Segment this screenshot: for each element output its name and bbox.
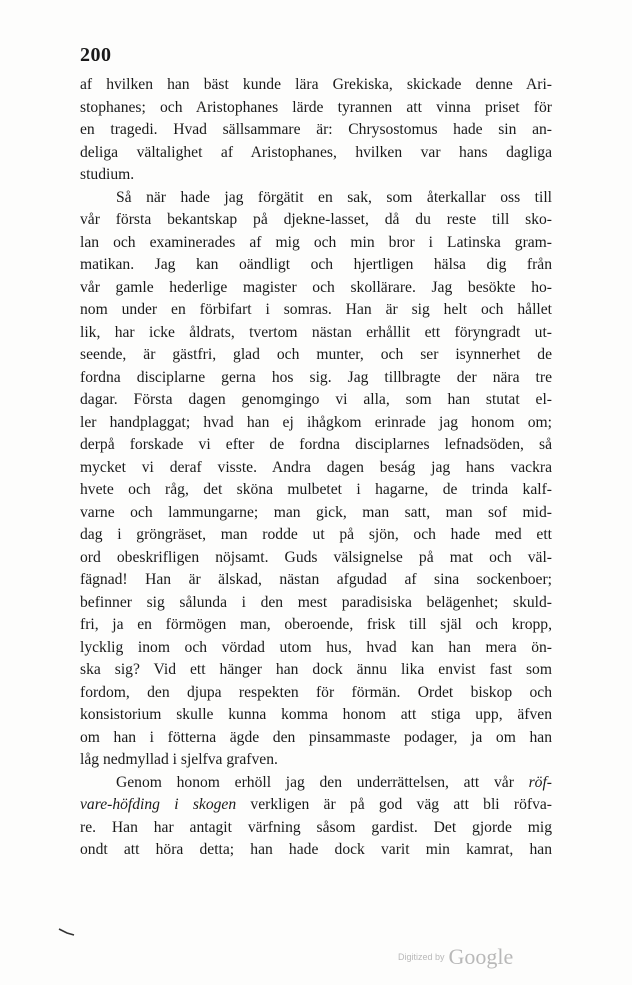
- text-line: vår gamle hederlige magister och skollärare. Jag besökte ho-: [80, 278, 552, 296]
- text-line: dagar. Första dagen genomgingo vi alla, som han stutat el-: [80, 391, 552, 408]
- text-line: befinner sig sålunda i den mest paradisiska belägenhet; skuld-: [80, 593, 552, 611]
- text-line: stophanes; och Aristophanes lärde tyrannen att vinna priset för: [80, 98, 552, 116]
- text-run: verkligen är på god väg att bli röfva-: [236, 796, 552, 813]
- text-line: af hvilken han bäst kunde lära Grekiska, skickade denne Ari-: [80, 76, 552, 93]
- text-line: derpå forskade vi efter de fordna disciplarnes lefnadsöden, så: [80, 436, 552, 453]
- page-number: 200: [80, 44, 112, 66]
- google-logo: Google: [448, 944, 514, 969]
- text-line: re. Han har antagit värfning såsom gardist. Det gjorde mig: [80, 818, 552, 836]
- text-line: fordna disciplarne gerna hos sig. Jag tillbragte der nära tre: [80, 368, 552, 386]
- italic-text-run: vare-höfding i skogen: [80, 796, 237, 813]
- text-line: [80, 772, 552, 795]
- text-line: lycklig inom och vördad utom hus, hvad kan han mera ön-: [80, 638, 552, 656]
- ink-mark: [58, 928, 76, 936]
- text-line: konsistorium skulle kunna komma honom att stiga upp, äfven: [80, 706, 552, 723]
- text-line: Så när hade jag förgätit en sak, som återkallar oss till: [116, 188, 552, 206]
- text-line: ler handplaggat; hvad han ej ihågkom erinrade jag honom om;: [80, 413, 552, 431]
- text-line: seende, är gästfri, glad och munter, och ser isynnerhet de: [80, 346, 552, 363]
- digitized-watermark: [398, 944, 538, 970]
- text-run: Genom honom erhöll jag den underrättelsen, att vår: [116, 773, 529, 791]
- text-line: studium.: [80, 166, 135, 183]
- text-line: lik, har icke åldrats, tvertom nästan erhållit ett föryngradt ut-: [80, 323, 552, 341]
- text-line: dag i gröngräset, man rodde ut på sjön, och hade med ett: [80, 526, 552, 543]
- italic-text-run: röf-: [528, 773, 552, 791]
- text-line: nom under en förbifart i somras. Han är sig helt och hållet: [80, 301, 552, 318]
- text-line: om han i fötterna ägde den pinsammaste podager, ja om han: [80, 728, 552, 746]
- text-line: fordom, den djupa respekten för förmän. Ordet biskop och: [80, 683, 552, 701]
- text-line: [80, 794, 552, 817]
- watermark-prefix: Digitized by: [398, 952, 445, 962]
- text-line: ska sig? Vid ett hänger han dock ännu lika envist fast som: [80, 661, 552, 678]
- text-line: vår första bekantskap på djekne-lasset, då du reste till sko-: [80, 211, 552, 228]
- text-line: deliga vältalighet af Aristophanes, hvilken var hans dagliga: [80, 143, 552, 161]
- text-line: matikan. Jag kan oändligt och hjertligen hälsa dig från: [80, 256, 552, 273]
- text-line: lan och examinerades af mig och min bror i Latinska gram-: [80, 233, 552, 251]
- text-line: varne och lammungarne; man gick, man satt, man sof mid-: [80, 503, 552, 521]
- text-line: hvete och råg, det sköna mulbetet i hagarne, de trinda kalf-: [80, 481, 552, 498]
- text-line: en tragedi. Hvad sällsammare är: Chrysostomus hade sin an-: [80, 121, 552, 138]
- text-line: fri, ja en förmögen man, oberoende, frisk till själ och kropp,: [80, 616, 552, 633]
- text-line: fägnad! Han är älskad, nästan afgudad af sina sockenboer;: [80, 571, 552, 588]
- text-line: mycket vi deraf visste. Andra dagen beság jag hans vackra: [80, 458, 552, 476]
- body-text: [80, 74, 552, 862]
- text-line: ondt att höra detta; han hade dock varit min kamrat, han: [80, 841, 552, 858]
- text-line: låg nedmyllad i sjelfva grafven.: [80, 751, 278, 768]
- text-line: ord obeskrifligen nöjsamt. Guds välsignelse på mat och väl-: [80, 548, 552, 566]
